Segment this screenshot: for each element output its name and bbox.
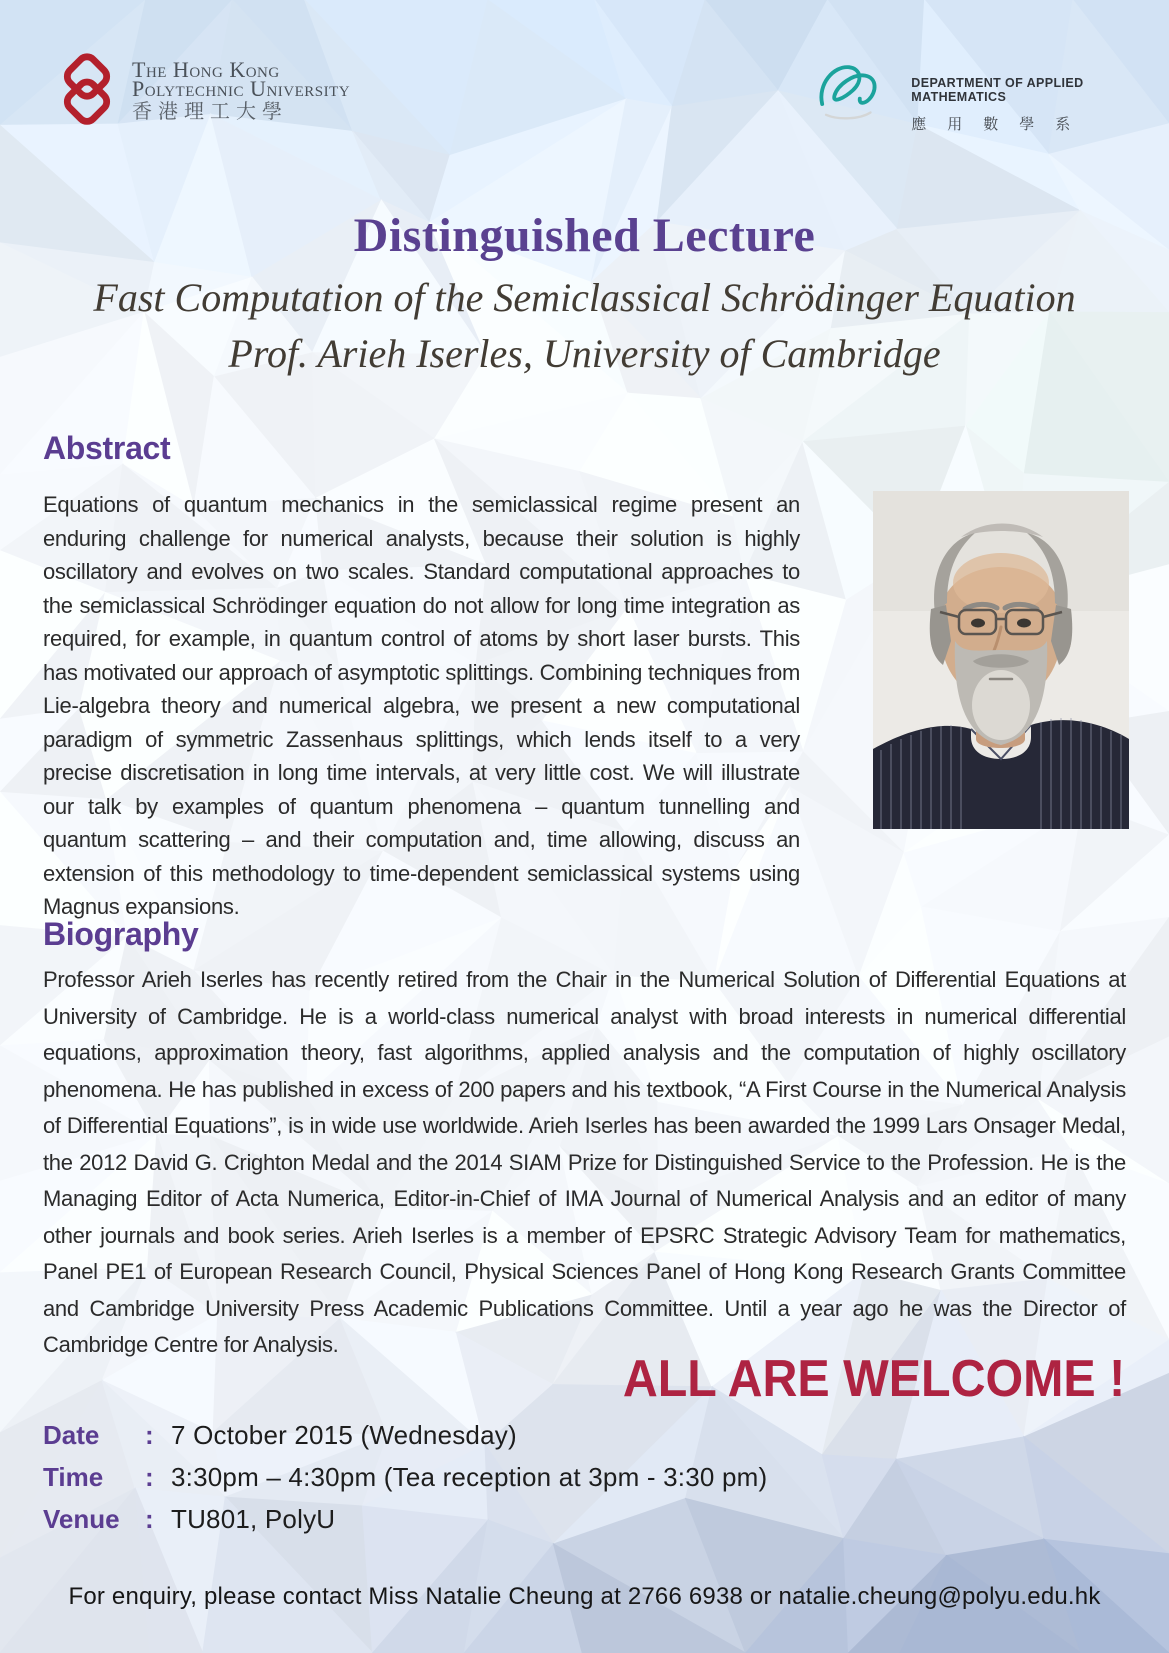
polyu-logotype	[132, 57, 351, 124]
ama-logo	[808, 56, 1169, 134]
venue-separator: :	[145, 1504, 154, 1534]
speaker-photo	[873, 491, 1129, 829]
ama-logotype	[911, 76, 1169, 134]
ama-dept-cn: 應用數學系	[911, 116, 1092, 133]
detail-row-time	[43, 1462, 767, 1504]
time-value: 3:30pm – 4:30pm (Tea reception at 3pm - 3:30 pm)	[171, 1462, 768, 1492]
date-label: Date	[43, 1420, 100, 1450]
polyu-name-en-line1: The Hong Kong	[132, 57, 280, 82]
venue-label: Venue	[43, 1504, 120, 1534]
event-details	[43, 1420, 767, 1546]
time-separator: :	[145, 1462, 154, 1492]
time-label: Time	[43, 1462, 104, 1492]
date-separator: :	[145, 1420, 154, 1450]
polyu-name-en-line2: Polytechnic University	[132, 76, 351, 101]
detail-row-date	[43, 1420, 767, 1462]
venue-value: TU801, PolyU	[171, 1504, 336, 1534]
polyu-logo	[56, 52, 350, 132]
enquiry-footer: For enquiry, please contact Miss Natalie Cheung at 2766 6938 or natalie.cheung@polyu.edu.hk	[68, 1583, 1101, 1610]
welcome-banner: ALL ARE WELCOME !	[622, 1350, 1125, 1408]
biography-text: Professor Arieh Iserles has recently retired from the Chair in the Numerical Solution of Differential Equations at University of Cambridge. He is a world-class numerical analyst with broad interests in numerical differential equations, approximation theory, fast algorithms, applied analysis and the computation of highly oscillatory phenomena. He has published in excess of 200 papers and his textbook, “A First Course in the Numerical Analysis of Differential Equations”, is in wide use worldwide. Arieh Iserles has been awarded the 1999 Lars Onsager Medal, the 2012 David G. Crighton Medal and the 2014 SIAM Prize for Distinguished Service to the Profession. He is the Managing Editor of Acta Numerica, Editor-in-Chief of IMA Journal of Numerical Analysis and an editor of many other journals and book series. Arieh Iserles is a member of EPSRC Strategic Advisory Team for mathematics, Panel PE1 of European Research Council, Physical Sciences Panel of Hong Kong Research Grants Committee and Cambridge University Press Academic Publications Committee. Until a year ago he was the Director of Cambridge Centre for Analysis.	[43, 967, 1126, 1357]
abstract-heading: Abstract	[43, 430, 171, 466]
talk-title: Fast Computation of the Semiclassical Schrödinger Equation	[93, 275, 1076, 320]
polyu-name-cn: 香港理工大學	[132, 101, 288, 123]
abstract-text: Equations of quantum mechanics in the semiclassical regime present an enduring challenge for numerical analysts, because their solution is highly oscillatory and evolves on two scales. Standard computational approaches to the semiclassical Schrödinger equation do not allow for long time integration as required, for example, in quantum control of atoms by short laser bursts. This has motivated our approach of asymptotic splittings. Combining techniques from Lie-algebra theory and numerical algebra, we present a new computational paradigm of symmetric Zassenhaus splittings, which lends itself to a very precise discretisation in long time intervals, at very little cost. We will illustrate our talk by examples of quantum phenomena – quantum tunnelling and quantum scattering – and their computation and, time allowing, discuss an extension of this methodology to time-dependent semiclassical systems using Magnus expansions.	[43, 492, 800, 919]
speaker-line: Prof. Arieh Iserles, University of Cambridge	[228, 331, 941, 376]
ama-dept-en: DEPARTMENT OF APPLIED MATHEMATICS	[911, 76, 1084, 104]
biography-heading: Biography	[43, 916, 199, 952]
detail-row-venue	[43, 1504, 767, 1546]
date-value: 7 October 2015 (Wednesday)	[171, 1420, 517, 1450]
series-title: Distinguished Lecture	[353, 209, 816, 262]
polyu-knot-icon	[56, 52, 118, 132]
ama-squiggle-icon	[808, 58, 899, 124]
